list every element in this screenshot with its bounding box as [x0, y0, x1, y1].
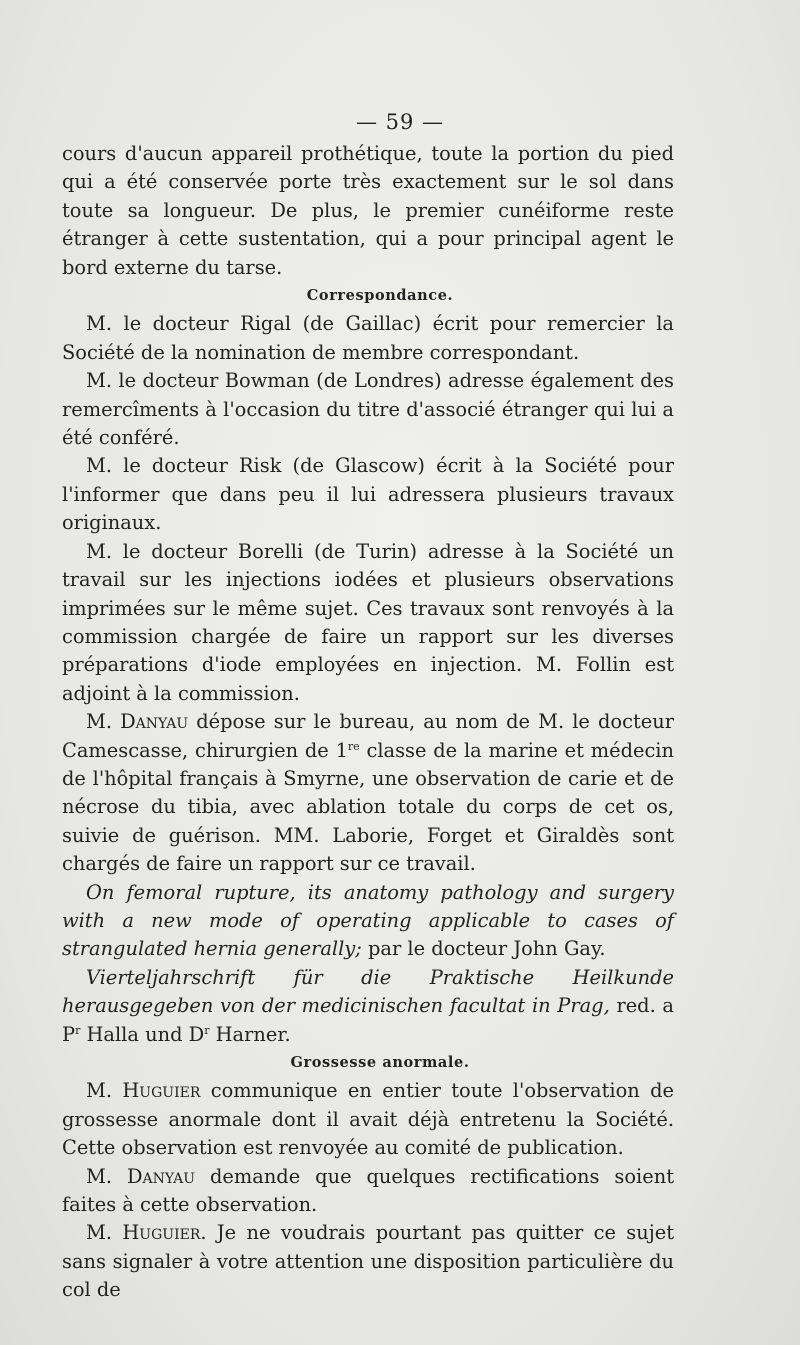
page-number: — 59 —: [355, 110, 445, 134]
paragraph-gay: [62, 879, 674, 964]
text-part: Harner.: [215, 1022, 291, 1046]
author-name: Danyau: [120, 710, 189, 734]
paragraph-huguier-2: [62, 1219, 674, 1304]
text-part: par le docteur John Gay.: [367, 937, 606, 961]
text-part: Je ne voudrais pourtant pas quitter ce sujet sans signaler à votre attention une disposition particulière du col de: [62, 1221, 674, 1302]
prefix: M.: [86, 1079, 113, 1103]
superscript: r: [75, 1023, 81, 1037]
paragraph-continuation: cours d'aucun appareil prothétique, toute la portion du pied qui a été conservée porte très exactement sur le sol dans toute sa longueur. De plus, le premier cunéiforme reste étranger à cette sustentation, qui a pour principal agent le bord externe du tarse.: [62, 142, 674, 279]
paragraph-vierteljahrschrift: [62, 964, 674, 1049]
superscript: re: [347, 739, 360, 753]
body-text: [62, 140, 674, 1305]
prefix: M.: [86, 1164, 113, 1188]
text-part: dépose sur le bureau, au nom de M. le docteur Camescasse, chirurgien de 1: [62, 710, 674, 762]
paragraph-risk: M. le docteur Risk (de Glascow) écrit à la Société pour l'informer que dans peu il lui adressera plusieurs travaux originaux.: [62, 454, 674, 535]
superscript: r: [204, 1023, 210, 1037]
text-part: demande que quelques rectifications soient faites à cette observation.: [62, 1164, 675, 1217]
text-part: classe de la marine et médecin de l'hôpital français à Smyrne, une observation de carie et de nécrose du tibia, avec ablation totale du corps de cet os, suivie de guérison. MM. Laborie, Forget et Giraldès sont chargés de faire un rapport sur ce travail.: [62, 738, 675, 876]
section-heading-correspondance: Correspondance.: [306, 287, 454, 305]
prefix: M.: [86, 710, 113, 734]
paragraph-bowman: M. le docteur Bowman (de Londres) adresse également des remercîments à l'occasion du titre d'associé étranger qui lui a été conféré.: [62, 369, 674, 450]
text-part: Halla und D: [86, 1022, 205, 1046]
work-title: On femoral rupture, its anatomy pathology and surgery with a new mode of operating applicable to cases of strangulated hernia generally;: [62, 880, 674, 961]
section-heading-grossesse: Grossesse anormale.: [290, 1054, 470, 1071]
paragraph-danyau-camescasse: [62, 708, 674, 878]
prefix: M.: [86, 1221, 113, 1245]
paragraph-rigal: M. le docteur Rigal (de Gaillac) écrit pour remercier la Société de la nomination de membre correspondant.: [62, 312, 674, 364]
author-name: Huguier: [122, 1079, 201, 1103]
paragraph-danyau-2: [62, 1163, 674, 1220]
author-name: Danyau: [127, 1164, 195, 1188]
author-name: Huguier.: [122, 1221, 207, 1245]
text-part: red. a P: [62, 994, 674, 1046]
text-part: communique en entier toute l'observation de grossesse anormale dont il avait déjà entretenu la Société. Cette observation est renvoyée au comité de publication.: [62, 1079, 674, 1160]
paragraph-borelli: M. le docteur Borelli (de Turin) adresse à la Société un travail sur les injections iodées et plusieurs observations imprimées sur le même sujet. Ces travaux sont renvoyés à la commission chargée de faire un rapport sur les diverses préparations d'iode employées en injection. M. Follin est adjoint à la commission.: [62, 539, 674, 705]
work-title: Vierteljahrschrift für die Praktische Heilkunde herausgegeben von der medicinischen facultat in Prag,: [62, 965, 674, 1018]
paragraph-huguier-1: [62, 1077, 674, 1162]
